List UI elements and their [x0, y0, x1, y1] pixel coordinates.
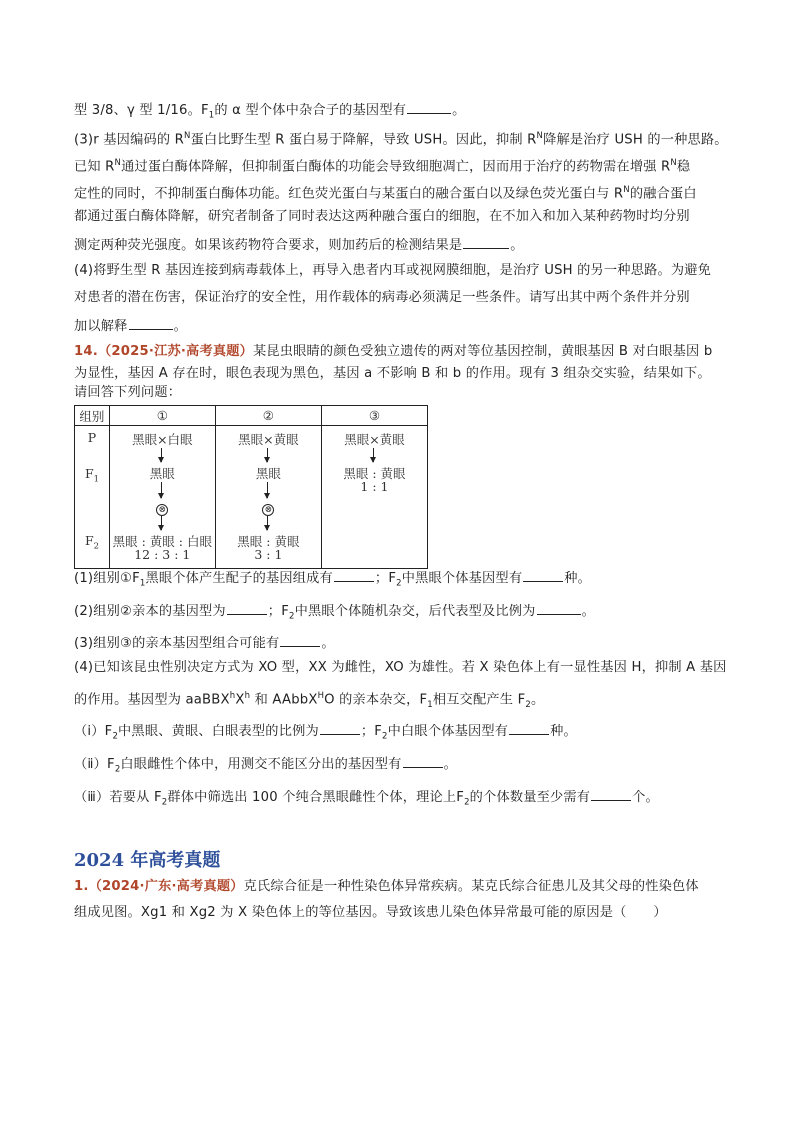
subquestion-3: (3)组别③的亲本基因型组合可能有 。 — [74, 632, 734, 654]
f2-phenotypes: 黑眼 : 黄眼 : 白眼 — [112, 534, 212, 549]
parent-cross: 黑眼×黄眼 — [238, 432, 299, 447]
group-2-cell — [215, 426, 321, 569]
question-1-stem: 1.（2024·广东·高考真题）克氏综合征是一种性染色体异常疾病。某克氏综合征患儿及其父母的性染色体 — [74, 879, 699, 894]
subquestion-4-iii: （ⅲ）若要从 $F_2$群体中筛选出 100 个纯合黑眼雌性个体，理论上$F_2$的个体数量至少需有 个。 — [74, 786, 734, 813]
answer-blank[interactable] — [403, 753, 443, 768]
table-header-row — [75, 406, 428, 426]
answer-blank[interactable] — [463, 234, 509, 249]
question-number: 14. — [74, 344, 98, 359]
header-cell: ② — [215, 406, 321, 426]
self-cross-icon: ⊗ — [156, 504, 168, 516]
arrow-icon — [267, 448, 268, 462]
subquestion-4-ii: $(ⅱ)F_2$白眼雌性个体中，用测交不能区分出的基因型有 。 — [74, 753, 734, 780]
subquestion-1: (1)组别$①F_1$黑眼个体产生配子的基因组成有 ；$F_2$中黑眼个体基因型有 种。 — [74, 567, 734, 594]
arrow-icon — [373, 448, 374, 462]
subquestion-4-i: $(ⅰ)F_2$中黑眼、黄眼、白眼表型的比例为 ；$F_2$中白眼个体基因型有 种。 — [74, 720, 734, 747]
parent-cross: 黑眼×黄眼 — [344, 432, 405, 447]
arrow-icon — [267, 482, 268, 498]
answer-blank[interactable] — [227, 600, 267, 615]
header-cell: ③ — [321, 406, 427, 426]
question-number: 1. — [74, 879, 89, 894]
answer-blank[interactable] — [537, 600, 581, 615]
parent-cross: 黑眼×白眼 — [132, 432, 193, 447]
header-cell: ① — [109, 406, 215, 426]
f1-phenotypes: 黑眼 : 黄眼 — [343, 466, 406, 481]
f2-ratio: 12 : 3 : 1 — [134, 547, 191, 562]
answer-blank[interactable] — [407, 99, 451, 114]
text-line: 请回答下列问题： — [74, 385, 182, 400]
answer-blank[interactable] — [334, 567, 374, 582]
text-line: 定性的同时，不抑制蛋白酶体功能。红色荧光蛋白与某蛋白的融合蛋白以及绿色荧光蛋白与 $R^N$的融合蛋白 — [74, 185, 697, 202]
group-3-cell — [321, 426, 427, 569]
generation-labels: P $F_1$ $F_2$ — [75, 426, 110, 569]
answer-blank[interactable] — [280, 632, 320, 647]
text-line: (3)r 基因编码的 $R^N$蛋白比野生型 R 蛋白易于降解，导致 USH。因此，抑制 $R^N$降解是治疗 USH 的一种思路。 — [74, 131, 728, 148]
f1-ratio: 1 : 1 — [360, 479, 389, 494]
answer-blank[interactable] — [591, 786, 631, 801]
text-line: 型 3/8、γ 型 1/16。$F_1$的 α 型个体中杂合子的基因型有 。 — [74, 99, 734, 126]
arrow-icon — [161, 516, 162, 530]
f2-phenotypes: 黑眼 : 黄眼 — [237, 534, 300, 549]
arrow-icon — [267, 516, 268, 530]
question-14-stem: 14.（2025·江苏·高考真题）某昆虫眼睛的颜色受独立遗传的两对等位基因控制，黄眼基因 B 对白眼基因 b — [74, 344, 713, 359]
text-line: 为显性，基因 A 存在时，眼色表现为黑色，基因 a 不影响 B 和 b 的作用。现有 3 组杂交实验，结果如下。 — [74, 366, 711, 381]
answer-blank[interactable] — [320, 720, 360, 735]
answer-blank[interactable] — [509, 720, 549, 735]
subquestion-4: (4)已知该昆虫性别决定方式为 XO 型，XX 为雌性，XO 为雄性。若 X 染色体上有一显性基因 H，抑制 A 基因 — [74, 660, 727, 675]
text-line: 的作用。基因型为 $aaBBX^hX^h$ 和 AAbbX$^H$O 的亲本杂交，$F_1$相互交配产生 $F_2$。 — [74, 691, 545, 711]
text-line: 组成见图。Xg1 和 Xg2 为 X 染色体上的等位基因。导致该患儿染色体异常最可能的原因是（ ） — [74, 905, 667, 920]
question-source: （2025·江苏·高考真题） — [97, 344, 253, 359]
self-cross-icon: ⊗ — [262, 504, 274, 516]
f2-ratio: 3 : 1 — [254, 547, 283, 562]
arrow-icon — [161, 482, 162, 498]
subquestion-2: (2)组别②亲本的基因型为 ；$F_2$中黑眼个体随机杂交，后代表型及比例为 。 — [74, 600, 734, 627]
header-cell: 组别 — [75, 406, 110, 426]
question-source: （2024·广东·高考真题） — [88, 879, 244, 894]
text-line: 已知 $R^N$通过蛋白酶体降解，但抑制蛋白酶体的功能会导致细胞凋亡，因而用于治疗的药物需在增强 $R^N$稳 — [74, 158, 691, 175]
text-line: 都通过蛋白酶体降解，研究者制备了同时表达这两种融合蛋白的细胞，在不加入和加入某种药物时均分别 — [74, 209, 690, 224]
text-line: (4)将野生型 R 基因连接到病毒载体上，再导入患者内耳或视网膜细胞，是治疗 USH 的另一种思路。为避免 — [74, 263, 712, 278]
text-line: 测定两种荧光强度。如果该药物符合要求，则加药后的检测结果是 。 — [74, 234, 734, 256]
f1-phenotype: 黑眼 — [149, 466, 175, 481]
cross-experiment-table — [74, 405, 428, 569]
answer-blank[interactable] — [129, 315, 173, 330]
f1-phenotype: 黑眼 — [255, 466, 281, 481]
text-line: 加以解释 。 — [74, 315, 734, 337]
table-row — [75, 426, 428, 569]
answer-blank[interactable] — [523, 567, 563, 582]
text-line: 对患者的潜在伤害，保证治疗的安全性，用作载体的病毒必须满足一些条件。请写出其中两个条件并分别 — [74, 290, 690, 305]
arrow-icon — [161, 448, 162, 462]
section-title: 2024 年高考真题 — [74, 850, 221, 871]
group-1-cell — [109, 426, 215, 569]
